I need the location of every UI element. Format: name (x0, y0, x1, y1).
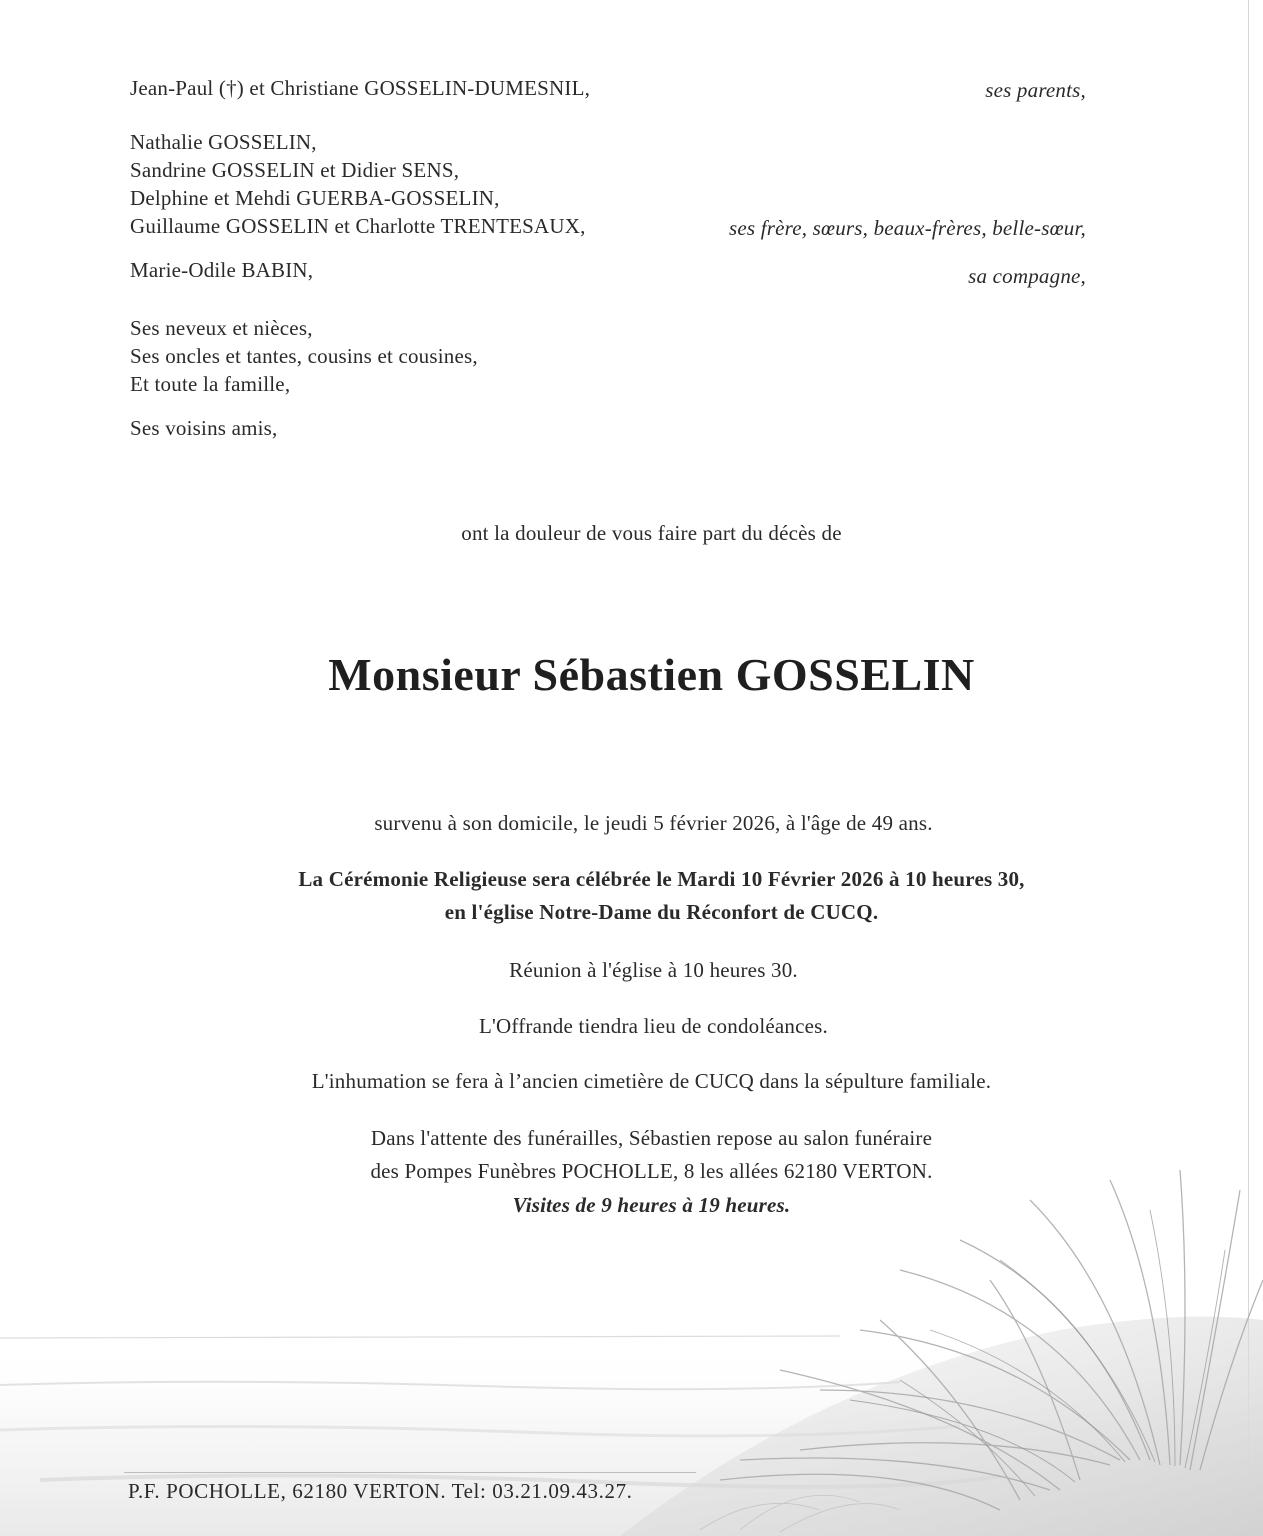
parents-names: Jean-Paul (†) et Christiane GOSSELIN-DUMESNIL, (130, 76, 591, 100)
offering-text: L'Offrande tiendra lieu de condoléances. (479, 1014, 828, 1038)
parents-relation: ses parents, (985, 78, 1086, 102)
sibling-line: Delphine et Mehdi GUERBA-GOSSELIN, (130, 186, 500, 210)
reunion-text: Réunion à l'église à 10 heures 30. (509, 958, 798, 982)
sibling-line: Nathalie GOSSELIN, (130, 130, 317, 154)
neighbors-line: Ses voisins amis, (130, 416, 278, 440)
ceremony-line-2: en l'église Notre-Dame du Réconfort de CUCQ. (444, 900, 879, 924)
partner-name: Marie-Odile BABIN, (130, 258, 314, 282)
announcement-text: ont la douleur de vous faire part du décès de (461, 521, 842, 545)
extended-family-line: Et toute la famille, (130, 372, 291, 396)
burial-text: L'inhumation se fera à l’ancien cimetière de CUCQ dans la sépulture familiale. (311, 1069, 992, 1093)
visiting-hours: Visites de 9 heures à 19 heures. (512, 1193, 791, 1217)
siblings-relation: ses frère, sœurs, beaux-frères, belle-sœur, (728, 216, 1086, 240)
extended-family-line: Ses neveux et nièces, (130, 316, 313, 340)
deceased-name: Monsieur Sébastien GOSSELIN (328, 649, 975, 700)
extended-family (130, 314, 478, 398)
sibling-line: Guillaume GOSSELIN et Charlotte TRENTESAUX, (130, 214, 586, 238)
siblings-list (130, 128, 586, 240)
ceremony-line-1: La Cérémonie Religieuse sera célébrée le Mardi 10 Février 2026 à 10 heures 30, (298, 867, 1025, 891)
death-details: survenu à son domicile, le jeudi 5 février 2026, à l'âge de 49 ans. (374, 811, 933, 835)
wake-line-1: Dans l'attente des funérailles, Sébastien repose au salon funéraire (370, 1126, 933, 1150)
footer-divider (124, 1472, 696, 1473)
sibling-line: Sandrine GOSSELIN et Didier SENS, (130, 158, 460, 182)
wake-line-2: des Pompes Funèbres POCHOLLE, 8 les allées 62180 VERTON. (370, 1159, 933, 1183)
partner-relation: sa compagne, (968, 264, 1086, 288)
funeral-home-contact: P.F. POCHOLLE, 62180 VERTON. Tel: 03.21.09.43.27. (128, 1479, 633, 1503)
beach-grass-illustration (0, 1130, 1263, 1536)
extended-family-line: Ses oncles et tantes, cousins et cousines, (130, 344, 478, 368)
